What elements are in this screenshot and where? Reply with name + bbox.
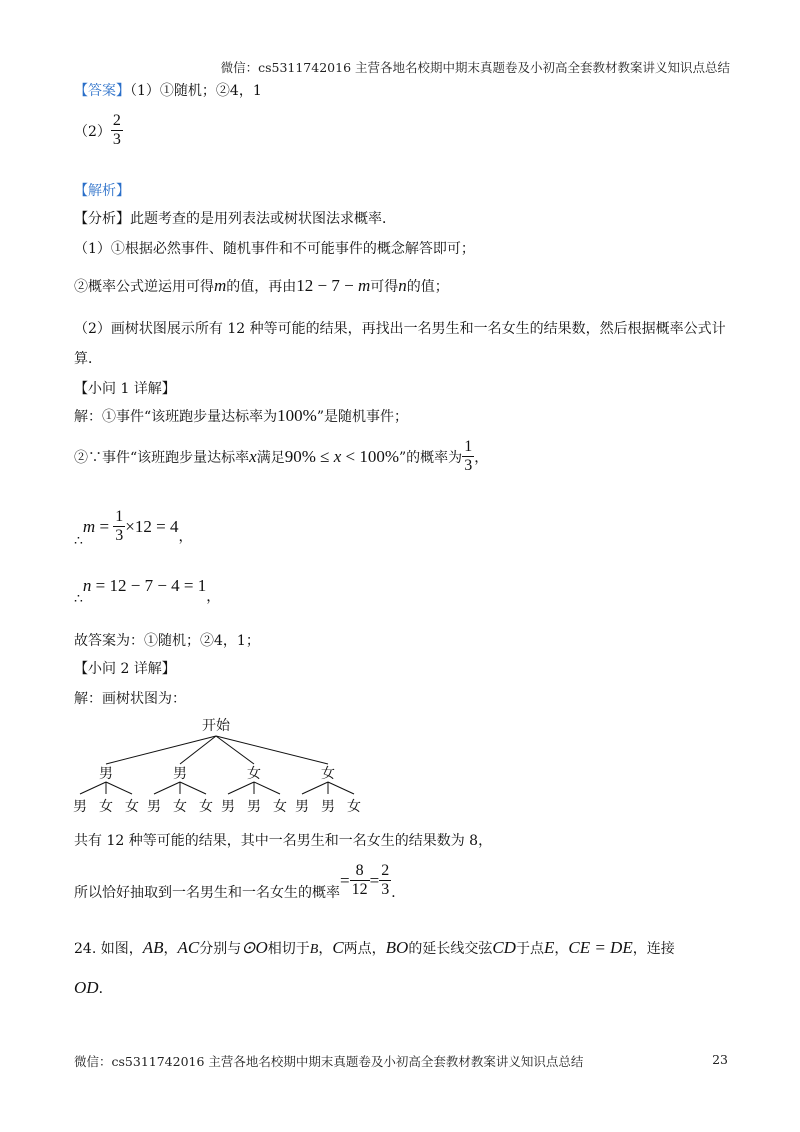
math-expr: 12 − 7 − [296,276,358,295]
text-span: ②概率公式逆运用可得 [74,279,214,295]
tree-leaf: 男 [295,799,309,815]
tree-lines [80,736,354,794]
math-var: n [82,576,92,595]
answer-part2-prefix: （2） [74,123,111,140]
tree-leaf: 女 [347,799,361,815]
tree-node-l1: 女 [247,766,261,782]
analysis-p3-line2: 算． [74,351,102,367]
q1-line5: 故答案为：①随机；②4，1； [74,633,260,649]
math-var: m [214,276,227,295]
tree-leaf: 男 [247,799,261,815]
math-var: B [309,942,319,957]
tree-leaf: 男 [147,799,161,815]
text-span: ， [178,528,193,545]
tree-leaf: 女 [199,799,213,815]
math-expr: 90% ≤ [284,446,334,466]
tree-leaf: 女 [173,799,187,815]
math-var: m [82,516,96,536]
tree-root: 开始 [202,718,230,734]
q1-line3 [74,508,192,549]
text-span: ”的概率为 [399,449,463,466]
math-expr: = [369,870,380,890]
q24-line1 [74,938,675,958]
math-expr: = 12 − 7 − 4 = 1 [91,576,207,595]
q2-line1: 解：画树状图为： [74,691,186,707]
math-expr: CE = DE [568,938,633,957]
text-span: 两点， [343,941,386,957]
answer-fraction [111,112,123,150]
answer-tag: 【答案】 [74,83,130,99]
q24-line2 [74,978,113,998]
text-span: ， [318,941,333,957]
answer-part1: （1）①随机；②4，1 [130,83,262,99]
math-var: CD [492,938,516,957]
text-span: 满足 [256,449,285,466]
frac-num: 2 [379,862,391,881]
frac-den: 3 [115,527,124,545]
frac-den: 12 [351,881,368,899]
frac-num: 1 [462,438,474,457]
math-expr: = [95,516,114,536]
frac-den: 3 [464,457,473,475]
q1-fraction-1-3 [462,438,474,476]
math-var: E [543,938,555,957]
text-span: 相切于 [267,941,310,957]
text-span: ，连接 [632,941,675,957]
text-span: ． [391,884,406,901]
analysis-tag-line [74,180,130,200]
text-span: 的值； [406,279,449,295]
tree-node-l1: 女 [321,766,335,782]
math-var: C [332,938,344,957]
tree-leaf: 女 [273,799,287,815]
frac-num: 1 [113,508,125,527]
therefore-symbol: ∴ [74,532,83,549]
page-header: 微信：cs5311742016 主营各地名校期中期末真题卷及小初高全套教材教案讲义知识点总结 [220,60,730,75]
math-var: ⊙O [241,938,268,957]
q1-line2 [74,438,488,476]
analysis-p3-line1: （2）画树状图展示所有 12 种等可能的结果，再找出一名男生和一名女生的结果数，然后根据概率公式计 [74,321,726,337]
therefore-symbol: ∴ [74,591,83,607]
math-var: BO [385,938,409,957]
math-expr: ×12 = 4 [125,516,179,536]
text-span: 于点 [515,941,544,957]
text-span: ②∵事件“该班跑步量达标率 [74,449,250,466]
q1-line1 [74,406,408,426]
math-expr: 100% [277,406,317,425]
math-expr: = [340,870,350,890]
math-var: m [357,276,371,295]
tree-node-l1: 男 [173,766,187,782]
answer-frac-num: 2 [111,112,123,131]
tree-leaf: 男 [221,799,235,815]
text-span: 所以恰好抽取到一名男生和一名女生的概率 [74,884,340,901]
text-span: ， [163,941,178,957]
math-var: x [249,446,257,466]
analysis-fenxi: 【分析】此题考查的是用列表法或树状图法求概率． [74,211,396,227]
analysis-tag: 【解析】 [74,183,130,199]
analysis-p2 [74,276,449,296]
math-expr: < 100% [341,446,400,466]
text-span: ． [98,981,113,997]
tree-diagram [66,712,366,816]
q2-fraction-8-12 [350,862,370,900]
math-var: AB [142,938,164,957]
page-number: 23 [712,1052,728,1067]
tree-leaf: 男 [321,799,335,815]
text-span: ”是随机事件； [316,409,409,425]
tree-leaf: 男 [73,799,87,815]
frac-den: 3 [381,881,390,899]
math-var: OD [74,978,99,997]
tree-node-l1: 男 [99,766,113,782]
frac-num: 8 [350,862,370,881]
text-span: 的延长线交弦 [408,941,493,957]
text-span: 分别与 [199,941,242,957]
q1-fraction-m [113,508,125,546]
q2-fraction-2-3 [379,862,391,900]
q1-line4 [74,576,220,607]
math-var: x [333,446,342,466]
text-span: 24. 如图， [74,941,143,957]
q2-line3 [74,862,405,902]
text-span: ， [206,589,221,605]
answer-line-2 [74,112,123,150]
text-span: 可得 [370,279,399,295]
answer-frac-den: 3 [112,131,121,149]
q2-line2: 共有 12 种等可能的结果，其中一名男生和一名女生的结果数为 8， [74,833,493,849]
answer-line-1 [74,80,262,100]
math-var: AC [177,938,200,957]
q1-title: 【小问 1 详解】 [74,381,176,397]
text-span: ， [554,941,569,957]
text-span: 解：①事件“该班跑步量达标率为 [74,409,278,425]
math-var: n [398,276,407,295]
analysis-p1: （1）①根据必然事件、随机事件和不可能事件的概念解答即可； [74,241,475,257]
text-span: 的值，再由 [226,279,297,295]
tree-leaf: 女 [99,799,113,815]
text-span: ， [474,449,489,466]
q2-title: 【小问 2 详解】 [74,661,176,677]
tree-leaf: 女 [125,799,139,815]
page-footer: 微信：cs5311742016 主营各地名校期中期末真题卷及小初高全套教材教案讲义知识点总结 [74,1054,584,1069]
